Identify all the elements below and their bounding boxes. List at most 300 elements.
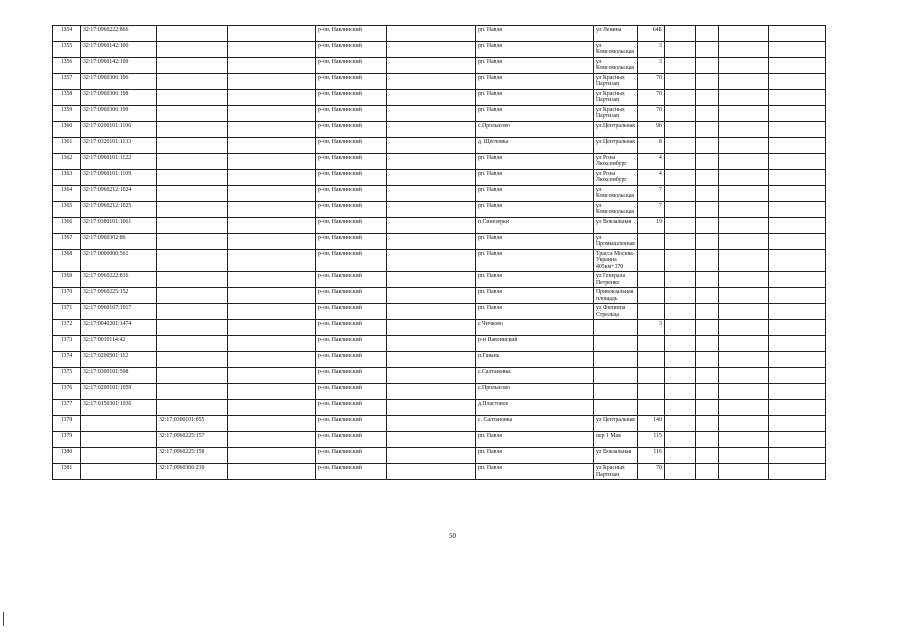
cell-cadastral-number-alt	[157, 272, 228, 288]
cell-empty	[768, 42, 825, 58]
cell-settlement: рп. Навля	[476, 26, 594, 42]
cell-empty	[768, 432, 825, 448]
cell-empty	[228, 122, 316, 138]
cell-house-number	[637, 288, 664, 304]
cell-street: ул Красных Партизан	[594, 74, 638, 90]
cell-empty	[228, 138, 316, 154]
cell-district: р-он. Навлинский	[316, 432, 387, 448]
cell-cadastral-number: 32:17:0960101:1122	[81, 154, 157, 170]
cell-district: р-он. Навлинский	[316, 400, 387, 416]
table-row	[53, 272, 826, 288]
cell-empty	[718, 234, 768, 250]
cell-district: р-он. Навлинский	[316, 384, 387, 400]
cell-district: р-он. Навлинский	[316, 320, 387, 336]
cell-empty	[768, 218, 825, 234]
cell-cadastral-number: 32:17:0200101:1059	[81, 384, 157, 400]
cell-row-number: 1354	[53, 26, 81, 42]
cell-cadastral-number-alt	[157, 320, 228, 336]
cell-empty	[228, 186, 316, 202]
cell-empty	[695, 288, 718, 304]
cell-empty	[768, 448, 825, 464]
cell-empty	[664, 122, 695, 138]
cell-cadastral-number: 32:17:0040201:1474	[81, 320, 157, 336]
cell-empty	[228, 170, 316, 186]
cell-empty	[695, 272, 718, 288]
cell-empty	[695, 186, 718, 202]
cell-empty	[768, 154, 825, 170]
cell-empty	[387, 90, 476, 106]
cell-row-number: 1363	[53, 170, 81, 186]
cell-empty	[695, 42, 718, 58]
cell-empty	[768, 352, 825, 368]
cell-street	[594, 352, 638, 368]
cell-house-number: 7	[637, 186, 664, 202]
cell-district: р-он. Навлинский	[316, 448, 387, 464]
cell-settlement: с. Салтановка	[476, 416, 594, 432]
cell-settlement: с.Пролысово	[476, 122, 594, 138]
cell-row-number: 1379	[53, 432, 81, 448]
cell-row-number: 1368	[53, 250, 81, 272]
cell-empty	[664, 58, 695, 74]
cell-district: р-он. Навлинский	[316, 122, 387, 138]
cell-row-number: 1369	[53, 272, 81, 288]
cell-cadastral-number: 32:17:0960212:1025	[81, 202, 157, 218]
table-row	[53, 154, 826, 170]
cell-empty	[228, 464, 316, 480]
cell-cadastral-number-alt: 32:17:0300101:855	[157, 416, 228, 432]
cell-empty	[768, 304, 825, 320]
cell-empty	[695, 432, 718, 448]
cell-house-number: 4	[637, 170, 664, 186]
cell-cadastral-number-alt	[157, 288, 228, 304]
cell-empty	[718, 74, 768, 90]
cell-district: р-он. Навлинский	[316, 272, 387, 288]
table-row	[53, 218, 826, 234]
cell-cadastral-number-alt	[157, 202, 228, 218]
cell-empty	[695, 352, 718, 368]
cell-house-number: 19	[637, 218, 664, 234]
cell-empty	[768, 250, 825, 272]
cell-empty	[664, 416, 695, 432]
cell-empty	[768, 288, 825, 304]
cell-cadastral-number-alt	[157, 106, 228, 122]
cell-empty	[718, 384, 768, 400]
table-row	[53, 368, 826, 384]
cell-empty	[387, 304, 476, 320]
cell-cadastral-number-alt	[157, 170, 228, 186]
cell-settlement: рп. Навля	[476, 448, 594, 464]
cell-street	[594, 320, 638, 336]
cell-cadastral-number-alt: 32:17:0960306:210	[157, 464, 228, 480]
cell-empty	[664, 336, 695, 352]
cell-empty	[695, 336, 718, 352]
cell-cadastral-number: 32:17:0960107:1017	[81, 304, 157, 320]
cell-settlement: рп. Навля	[476, 42, 594, 58]
cell-district: р-он. Навлинский	[316, 106, 387, 122]
table-row	[53, 58, 826, 74]
cell-cadastral-number-alt	[157, 368, 228, 384]
cell-house-number	[637, 304, 664, 320]
cell-empty	[768, 320, 825, 336]
cell-street: ул Комсомольская	[594, 186, 638, 202]
cell-empty	[387, 448, 476, 464]
table-row	[53, 170, 826, 186]
cell-empty	[718, 336, 768, 352]
cell-row-number: 1355	[53, 42, 81, 58]
cell-row-number: 1367	[53, 234, 81, 250]
cell-empty	[228, 154, 316, 170]
cell-house-number: 64Б	[637, 26, 664, 42]
cell-cadastral-number: 32:17:0960142:100	[81, 42, 157, 58]
cell-empty	[695, 106, 718, 122]
cell-settlement: рп. Навля	[476, 202, 594, 218]
cell-street: ул Вокзальная	[594, 218, 638, 234]
cell-empty	[664, 170, 695, 186]
cell-empty	[664, 186, 695, 202]
cell-empty	[695, 26, 718, 42]
cell-empty	[664, 384, 695, 400]
cell-house-number: 70	[637, 464, 664, 480]
cell-empty	[718, 448, 768, 464]
cell-empty	[387, 432, 476, 448]
cell-street: ул Центральная	[594, 416, 638, 432]
scan-edge-mark	[3, 612, 4, 626]
cell-empty	[718, 250, 768, 272]
cell-empty	[387, 186, 476, 202]
cell-cadastral-number-alt	[157, 352, 228, 368]
cell-district: р-он. Навлинский	[316, 336, 387, 352]
cell-house-number	[637, 234, 664, 250]
cell-cadastral-number: 32:17:0960306:198	[81, 90, 157, 106]
cell-empty	[768, 400, 825, 416]
cell-row-number: 1362	[53, 154, 81, 170]
cell-row-number: 1356	[53, 58, 81, 74]
cell-cadastral-number: 32:17:0200101:1196	[81, 122, 157, 138]
cell-empty	[664, 90, 695, 106]
cell-empty	[387, 218, 476, 234]
cell-street: ул Генерала Петренко	[594, 272, 638, 288]
cell-street: ул Красных Партизан	[594, 106, 638, 122]
cell-cadastral-number-alt	[157, 138, 228, 154]
cell-empty	[718, 304, 768, 320]
cell-settlement: рп. Навля	[476, 250, 594, 272]
cell-settlement: рп. Навля	[476, 154, 594, 170]
cell-empty	[228, 272, 316, 288]
cell-street: ул Ленина	[594, 26, 638, 42]
cell-empty	[228, 416, 316, 432]
cell-settlement: рп. Навля	[476, 106, 594, 122]
cell-district: р-он. Навлинский	[316, 368, 387, 384]
cell-empty	[387, 368, 476, 384]
cell-empty	[387, 154, 476, 170]
cell-house-number: 115	[637, 432, 664, 448]
cell-empty	[718, 138, 768, 154]
cell-empty	[695, 448, 718, 464]
cell-cadastral-number-alt	[157, 74, 228, 90]
cell-empty	[718, 218, 768, 234]
cell-empty	[387, 384, 476, 400]
cell-empty	[718, 26, 768, 42]
cell-house-number: 116	[637, 448, 664, 464]
cell-empty	[228, 218, 316, 234]
cell-empty	[695, 384, 718, 400]
cell-cadastral-number: 32:17:0960101:1109	[81, 170, 157, 186]
cell-empty	[695, 90, 718, 106]
cell-cadastral-number: 32:17:0960212:1024	[81, 186, 157, 202]
cell-empty	[718, 400, 768, 416]
table-row	[53, 416, 826, 432]
table-row	[53, 186, 826, 202]
cell-settlement: д.Пластовое	[476, 400, 594, 416]
cell-empty	[664, 218, 695, 234]
cell-empty	[718, 320, 768, 336]
cell-street: ул Центральная	[594, 138, 638, 154]
cell-district: р-он. Навлинский	[316, 26, 387, 42]
cell-empty	[718, 202, 768, 218]
table-row	[53, 74, 826, 90]
cell-house-number: 70	[637, 90, 664, 106]
cell-empty	[718, 352, 768, 368]
cell-district: р-он. Навлинский	[316, 202, 387, 218]
cell-house-number: 8	[637, 138, 664, 154]
cell-empty	[387, 320, 476, 336]
cell-empty	[664, 138, 695, 154]
table-row	[53, 106, 826, 122]
cell-empty	[387, 234, 476, 250]
cell-settlement: п.Гавань	[476, 352, 594, 368]
table-row	[53, 320, 826, 336]
cell-empty	[768, 272, 825, 288]
table-row	[53, 250, 826, 272]
cell-empty	[695, 138, 718, 154]
table-row	[53, 90, 826, 106]
cell-cadastral-number-alt	[157, 42, 228, 58]
table-row	[53, 448, 826, 464]
cell-settlement: д. Щегловка	[476, 138, 594, 154]
table-row	[53, 138, 826, 154]
cell-empty	[768, 90, 825, 106]
cell-street	[594, 400, 638, 416]
cell-cadastral-number: 32:17:0960225:152	[81, 288, 157, 304]
cell-empty	[718, 122, 768, 138]
cell-street	[594, 336, 638, 352]
cell-empty	[387, 170, 476, 186]
cell-cadastral-number-alt	[157, 218, 228, 234]
cell-empty	[228, 58, 316, 74]
cell-empty	[695, 170, 718, 186]
cell-street: пер 1 Мая	[594, 432, 638, 448]
cell-cadastral-number: 32:17:0960222:866	[81, 26, 157, 42]
cell-street: ул Красных Партизан	[594, 464, 638, 480]
cell-cadastral-number: 32:17:0960306:196	[81, 74, 157, 90]
cell-street	[594, 368, 638, 384]
cell-house-number: 70	[637, 106, 664, 122]
cell-empty	[228, 448, 316, 464]
cell-empty	[387, 288, 476, 304]
cell-house-number	[637, 368, 664, 384]
cell-empty	[664, 400, 695, 416]
cell-empty	[387, 400, 476, 416]
cell-empty	[768, 368, 825, 384]
cell-house-number: 96	[637, 122, 664, 138]
cell-row-number: 1371	[53, 304, 81, 320]
cell-district: р-он. Навлинский	[316, 288, 387, 304]
cell-row-number: 1374	[53, 352, 81, 368]
cell-row-number: 1380	[53, 448, 81, 464]
cell-street	[594, 384, 638, 400]
cell-row-number: 1376	[53, 384, 81, 400]
cell-empty	[387, 272, 476, 288]
cell-empty	[768, 170, 825, 186]
cell-empty	[664, 304, 695, 320]
cell-row-number: 1366	[53, 218, 81, 234]
cell-cadastral-number	[81, 416, 157, 432]
cell-street: ул Красных Партизан	[594, 90, 638, 106]
cell-empty	[718, 368, 768, 384]
cell-settlement: рп. Навля	[476, 90, 594, 106]
cell-empty	[664, 74, 695, 90]
cell-house-number	[637, 384, 664, 400]
cell-cadastral-number: 32:17:0000000:561	[81, 250, 157, 272]
cell-cadastral-number	[81, 432, 157, 448]
cell-empty	[695, 400, 718, 416]
page-number: 50	[449, 532, 456, 540]
cell-empty	[387, 74, 476, 90]
cell-empty	[768, 336, 825, 352]
table-row	[53, 400, 826, 416]
cell-house-number	[637, 272, 664, 288]
cell-cadastral-number: 32:17:0300101:598	[81, 368, 157, 384]
cell-street: ул Розы Люксембург	[594, 154, 638, 170]
cell-settlement: рп. Навля	[476, 464, 594, 480]
cell-empty	[718, 432, 768, 448]
cell-empty	[718, 464, 768, 480]
cell-empty	[664, 320, 695, 336]
cell-empty	[695, 154, 718, 170]
cell-empty	[387, 58, 476, 74]
cell-empty	[768, 384, 825, 400]
cell-district: р-он. Навлинский	[316, 416, 387, 432]
cell-cadastral-number: 32:17:0320101:1133	[81, 138, 157, 154]
cell-street: ул Комсомольская	[594, 42, 638, 58]
cell-cadastral-number: 32:17:0960142:109	[81, 58, 157, 74]
cell-street: Трасса Москва-Украина 405км+370	[594, 250, 638, 272]
cell-district: р-он. Навлинский	[316, 170, 387, 186]
cell-house-number: 4	[637, 154, 664, 170]
cell-settlement: рп. Навля	[476, 432, 594, 448]
cell-row-number: 1381	[53, 464, 81, 480]
cell-row-number: 1364	[53, 186, 81, 202]
cell-settlement: с Чичково	[476, 320, 594, 336]
cell-cadastral-number: 32:17:0960306:199	[81, 106, 157, 122]
cell-empty	[387, 250, 476, 272]
cell-empty	[718, 106, 768, 122]
cell-settlement: рп. Навля	[476, 234, 594, 250]
cell-cadastral-number: 32:17:0960302:86	[81, 234, 157, 250]
cell-house-number: 7	[637, 202, 664, 218]
cell-settlement: п.Синезерки	[476, 218, 594, 234]
cell-settlement: рп. Навля	[476, 186, 594, 202]
cell-district: р-он. Навлинский	[316, 250, 387, 272]
cell-empty	[664, 368, 695, 384]
cell-house-number: 3	[637, 320, 664, 336]
cell-street: ул Розы Люксембург	[594, 170, 638, 186]
cell-row-number: 1372	[53, 320, 81, 336]
cell-row-number: 1361	[53, 138, 81, 154]
cell-empty	[695, 218, 718, 234]
cell-empty	[228, 400, 316, 416]
cell-row-number: 1378	[53, 416, 81, 432]
cell-empty	[718, 170, 768, 186]
cell-district: р-он. Навлинский	[316, 304, 387, 320]
cell-empty	[228, 202, 316, 218]
cell-empty	[387, 26, 476, 42]
cell-empty	[228, 26, 316, 42]
cell-row-number: 1370	[53, 288, 81, 304]
cell-empty	[387, 202, 476, 218]
table-row	[53, 432, 826, 448]
cell-empty	[768, 58, 825, 74]
cell-district: р-он. Навлинский	[316, 464, 387, 480]
cell-empty	[387, 42, 476, 58]
cell-row-number: 1360	[53, 122, 81, 138]
table-row	[53, 352, 826, 368]
cell-empty	[695, 74, 718, 90]
cell-row-number: 1357	[53, 74, 81, 90]
cell-empty	[664, 26, 695, 42]
cell-district: р-он. Навлинский	[316, 90, 387, 106]
cell-cadastral-number-alt	[157, 304, 228, 320]
cell-cadastral-number-alt	[157, 122, 228, 138]
table-row	[53, 288, 826, 304]
cell-empty	[228, 42, 316, 58]
cell-empty	[768, 416, 825, 432]
cell-empty	[228, 368, 316, 384]
cell-settlement: с.Пролысово	[476, 384, 594, 400]
table-row	[53, 202, 826, 218]
cell-district: р-он. Навлинский	[316, 74, 387, 90]
cell-settlement: рп. Навля	[476, 288, 594, 304]
cell-settlement: рп. Навля	[476, 170, 594, 186]
cell-street: Привокзальная площадь	[594, 288, 638, 304]
cell-house-number	[637, 400, 664, 416]
cell-cadastral-number	[81, 464, 157, 480]
cell-row-number: 1359	[53, 106, 81, 122]
cell-empty	[718, 154, 768, 170]
cell-cadastral-number-alt	[157, 154, 228, 170]
cell-street: ул Промышленная	[594, 234, 638, 250]
cell-empty	[228, 74, 316, 90]
cell-empty	[664, 202, 695, 218]
cell-house-number: 3	[637, 42, 664, 58]
table-row	[53, 384, 826, 400]
cell-empty	[664, 432, 695, 448]
cell-district: р-он. Навлинский	[316, 218, 387, 234]
cell-cadastral-number: 32:17:0380101:1061	[81, 218, 157, 234]
table-row	[53, 464, 826, 480]
cell-house-number	[637, 250, 664, 272]
cell-empty	[718, 272, 768, 288]
cell-row-number: 1373	[53, 336, 81, 352]
cell-cadastral-number-alt	[157, 234, 228, 250]
cell-cadastral-number-alt	[157, 336, 228, 352]
cell-empty	[228, 234, 316, 250]
table-row	[53, 304, 826, 320]
cell-cadastral-number-alt: 32:17:0960225:157	[157, 432, 228, 448]
cell-empty	[695, 304, 718, 320]
cell-empty	[768, 106, 825, 122]
cell-house-number: 70	[637, 74, 664, 90]
